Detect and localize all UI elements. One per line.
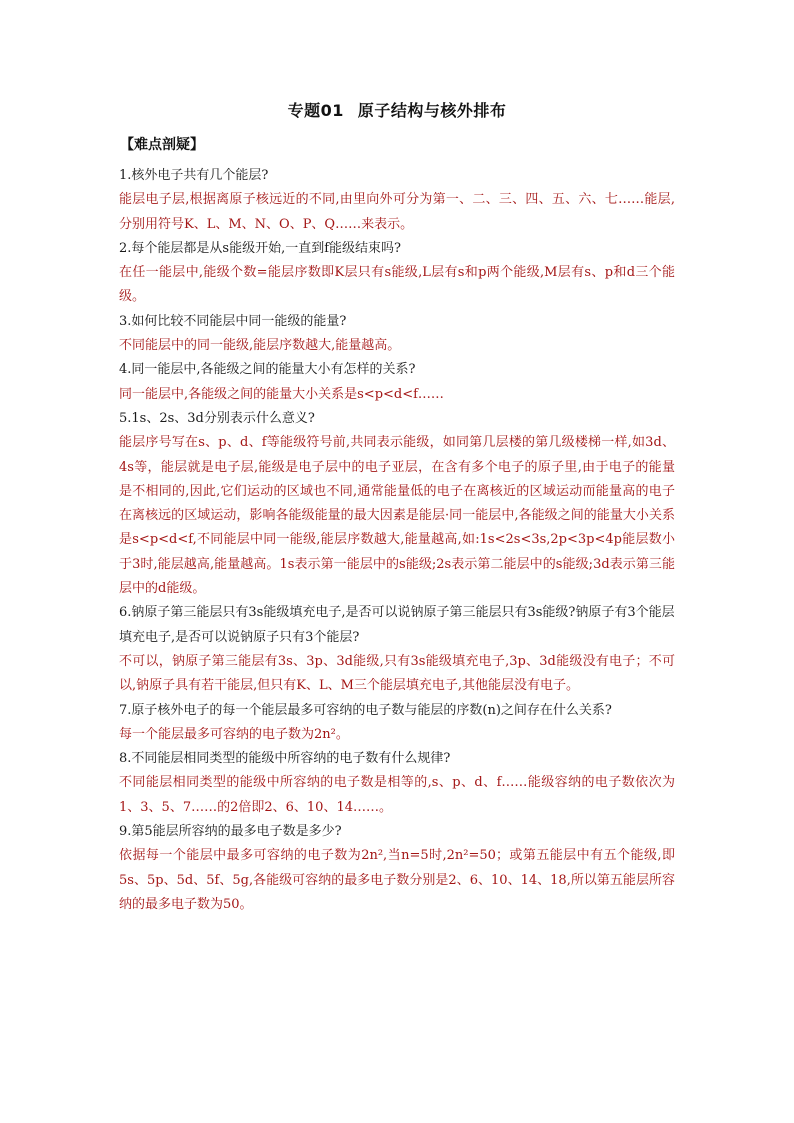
- answer-3: 不同能层中的同一能级,能层序数越大,能量越高。: [119, 338, 401, 354]
- question-2: 2.每个能层都是从s能级开始,一直到f能级结束吗?: [119, 240, 401, 256]
- answer-7: 每一个能层最多可容纳的电子数为2n²。: [119, 726, 349, 742]
- question-5: 5.1s、2s、3d分别表示什么意义?: [119, 410, 315, 426]
- title-text: 原子结构与核外排布: [357, 101, 507, 120]
- title-number: 专题01: [287, 101, 344, 120]
- question-3: 3.如何比较不同能层中同一能级的能量?: [119, 313, 347, 329]
- qa-list: [119, 164, 675, 917]
- question-9: 9.第5能层所容纳的最多电子数是多少?: [119, 824, 342, 840]
- answer-9: 依据每一个能层中最多可容纳的电子数为2n²,当n=5时,2n²=50；或第五能层中有五个能级,即5s、5p、5d、5f、5g,各能级可容纳的最多电子数分别是2、6、10、14、18,所以第五能层所容纳的最多电子数为50。: [119, 848, 676, 912]
- question-6: 6.钠原子第三能层只有3s能级填充电子,是否可以说钠原子第三能层只有3s能级?钠原子有3个能层填充电子,是否可以说钠原子只有3个能层?: [119, 605, 675, 645]
- answer-1: 能层电子层,根据离原子核远近的不同,由里向外可分为第一、二、三、四、五、六、七……能层,分别用符号K、L、M、N、O、P、Q……来表示。: [119, 192, 675, 232]
- question-4: 4.同一能层中,各能级之间的能量大小有怎样的关系?: [119, 362, 416, 378]
- answer-8: 不同能层相同类型的能级中所容纳的电子数是相等的,s、p、d、f……能级容纳的电子数依次为1、3、5、7……的2倍即2、6、10、14……。: [119, 775, 675, 815]
- page-title: [0, 98, 794, 121]
- answer-5: 能层序号写在s、p、d、f等能级符号前,共同表示能级，如同第几层楼的第几级楼梯一样,如3d、4s等，能层就是电子层,能级是电子层中的电子亚层，在含有多个电子的原子里,由于电子的能量是不相同的,因此,它们运动的区域也不同,通常能量低的电子在离核近的区域运动而能量高的电子在离核远的区域运动，影响各能级能量的最大因素是能层·同一能层中,各能级之间的能量大小关系是s<p<d<f,不同能层中同一能级,能层序数越大,能量越高,如:1s<2s<3s,2p<3p<4p能层数小于3时,能层越高,能量越高。1s表示第一能层中的s能级;2s表示第二能层中的s能级;3d表示第三能层中的d能级。: [119, 435, 675, 597]
- question-8: 8.不同能层相同类型的能级中所容纳的电子数有什么规律?: [119, 751, 451, 767]
- answer-2: 在任一能层中,能级个数=能层序数即K层只有s能级,L层有s和p两个能级,M层有s、p和d三个能级。: [119, 265, 675, 305]
- answer-4: 同一能层中,各能级之间的能量大小关系是s<p<d<f……: [119, 386, 444, 402]
- answer-6: 不可以，钠原子第三能层有3s、3p、3d能级,只有3s能级填充电子,3p、3d能级没有电子；不可以,钠原子具有若干能层,但只有K、L、M三个能层填充电子,其他能层没有电子。: [119, 653, 675, 694]
- section-heading: 【难点剖疑】: [120, 137, 204, 153]
- question-1: 1.核外电子共有几个能层?: [119, 168, 269, 183]
- question-7: 7.原子核外电子的每一个能层最多可容纳的电子数与能层的序数(n)之间存在什么关系?: [119, 702, 612, 718]
